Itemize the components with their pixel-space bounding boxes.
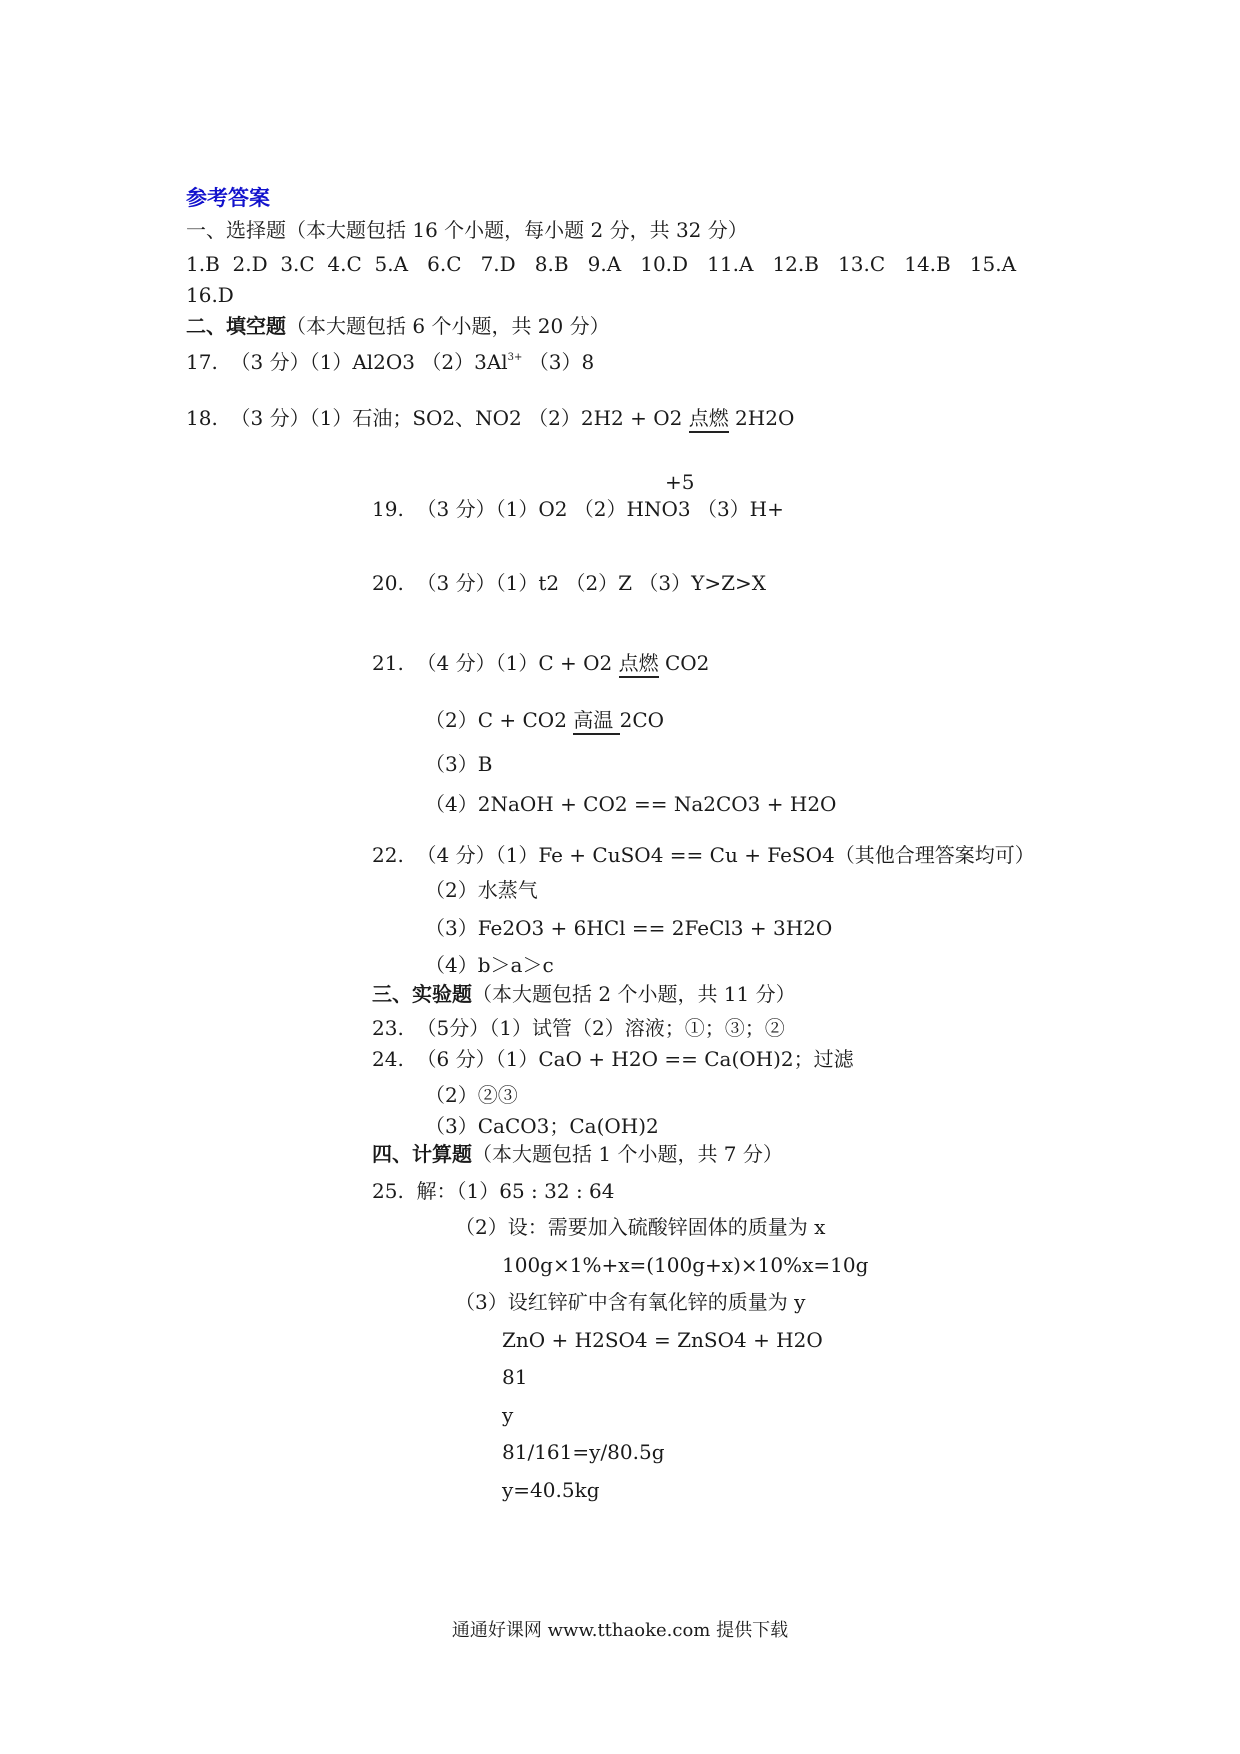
section3-heading-bold: 三、实验题	[372, 982, 472, 1006]
q21-2-post: 2CO	[619, 708, 665, 732]
q25-part3-answer: y=40.5kg	[502, 1478, 600, 1502]
q25-part2-calc: 100g×1%+x=(100g+x)×10%x=10g	[502, 1253, 869, 1277]
section3-heading	[372, 982, 796, 1006]
q21-part2	[425, 708, 664, 732]
q24-part2: （2）②③	[425, 1083, 518, 1107]
section2-heading	[186, 314, 610, 338]
q21-2-condition: 高温	[573, 708, 619, 735]
q25-part3-ratio: 81/161=y/80.5g	[502, 1440, 665, 1464]
q22-part2: （2）水蒸气	[425, 878, 538, 902]
q22-part1: 22. （4 分）（1）Fe + CuSO4 == Cu + FeSO4（其他合理答案均可）	[372, 843, 1035, 867]
section1-heading: 一、选择题（本大题包括 16 个小题，每小题 2 分，共 32 分）	[186, 218, 748, 242]
q18	[186, 406, 794, 430]
q18-post: 2H2O	[728, 406, 795, 430]
section4-heading-bold: 四、计算题	[372, 1142, 472, 1166]
q19-charge: +5	[665, 470, 695, 494]
q21-1-pre: 21. （4 分）（1）C + O2	[372, 651, 619, 675]
q17-post: （3）8	[522, 350, 595, 374]
q25-part2: （2）设：需要加入硫酸锌固体的质量为 x	[455, 1215, 826, 1239]
q21-part3: （3）B	[425, 752, 493, 776]
q17-charge: 3+	[507, 352, 523, 363]
page-footer: 通通好课网 www.tthaoke.com 提供下载	[451, 1620, 789, 1641]
q21-part1	[372, 651, 709, 675]
choice-answers-line2: 16.D	[186, 283, 234, 307]
q24-part1: 24. （6 分）（1）CaO + H2O == Ca(OH)2；过滤	[372, 1047, 854, 1071]
q21-part4: （4）2NaOH + CO2 == Na2CO3 + H2O	[425, 792, 837, 816]
section4-heading	[372, 1142, 783, 1166]
q22-part3: （3）Fe2O3 + 6HCl == 2FeCl3 + 3H2O	[425, 916, 833, 940]
q22-part4: （4）b＞a＞c	[425, 953, 554, 977]
q17-pre: 17. （3 分）（1）Al2O3 （2）3Al	[186, 350, 508, 374]
choice-answers-line1: 1.B 2.D 3.C 4.C 5.A 6.C 7.D 8.B 9.A 10.D 11.A 12.B 13.C 14.B 15.A	[186, 252, 1017, 276]
q19: 19. （3 分）（1）O2 （2）HNO3 （3）H+	[372, 497, 784, 521]
section4-heading-rest: （本大题包括 1 个小题，共 7 分）	[472, 1142, 783, 1166]
q18-condition: 点燃	[689, 406, 729, 433]
q25-part3-equation: ZnO + H2SO4 = ZnSO4 + H2O	[502, 1328, 823, 1352]
q24-part3: （3）CaCO3；Ca(OH)2	[425, 1114, 659, 1138]
q23: 23. （5分）（1）试管（2）溶液；①；③；②	[372, 1016, 785, 1040]
q25-part3-81: 81	[502, 1365, 528, 1389]
q25-part3: （3）设红锌矿中含有氧化锌的质量为 y	[455, 1290, 806, 1314]
q21-1-post: CO2	[658, 651, 710, 675]
q21-2-pre: （2）C + CO2	[425, 708, 574, 732]
q18-pre: 18. （3 分）（1）石油；SO2、NO2 （2）2H2 + O2	[186, 406, 689, 430]
q20: 20. （3 分）（1）t2 （2）Z （3）Y>Z>X	[372, 571, 767, 595]
q21-1-condition: 点燃	[619, 651, 659, 678]
q17	[186, 350, 594, 374]
answer-key-title: 参考答案	[186, 185, 270, 210]
q25-part3-y: y	[502, 1403, 514, 1427]
section2-heading-bold: 二、填空题	[186, 314, 286, 338]
q25-part1: 25. 解：（1）65 : 32 : 64	[372, 1179, 615, 1203]
section3-heading-rest: （本大题包括 2 个小题，共 11 分）	[472, 982, 796, 1006]
section2-heading-rest: （本大题包括 6 个小题，共 20 分）	[286, 314, 610, 338]
